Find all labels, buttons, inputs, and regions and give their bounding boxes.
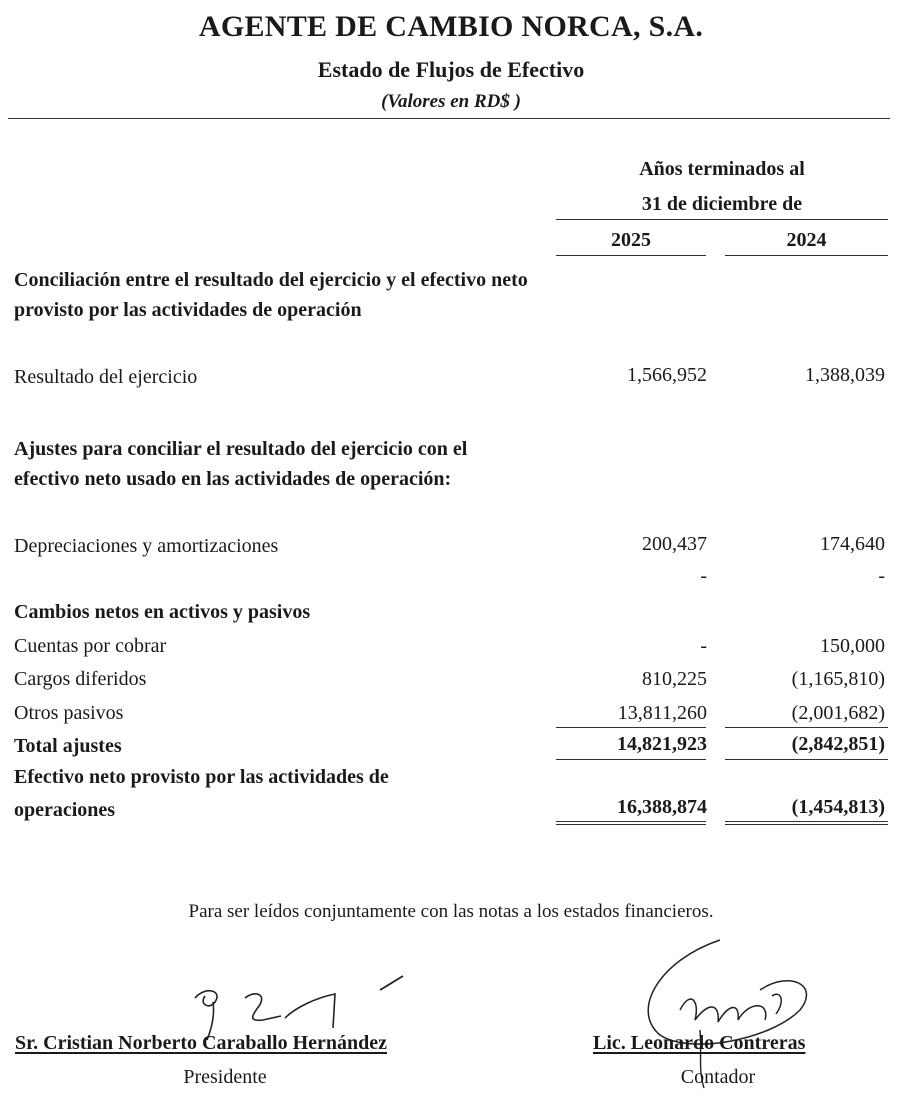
section-conciliacion: Conciliación entre el resultado del ejercicio y el efectivo neto provisto por las actividades de operación — [14, 269, 528, 321]
row-depreciaciones-label: Depreciaciones y amortizaciones — [14, 535, 279, 557]
year-2025-header: 2025 — [611, 229, 651, 251]
row-otros-label: Otros pasivos — [14, 702, 124, 724]
row-resultado-label: Resultado del ejercicio — [14, 366, 198, 388]
subtotal-rule-2024 — [725, 727, 888, 728]
president-role: Presidente — [183, 1066, 267, 1088]
row-cargos-2024: (1,165,810) — [791, 668, 885, 690]
row-efectivo-2024: (1,454,813) — [791, 796, 885, 818]
company-name: AGENTE DE CAMBIO NORCA, S.A. — [198, 10, 704, 43]
accountant-name: Lic. Leonardo Contreras — [593, 1032, 806, 1054]
row-cuentas-2025: - — [700, 635, 707, 657]
grand-total-double-rule-2025 — [556, 821, 706, 825]
year-2024-rule — [725, 255, 888, 256]
row-otros-2024: (2,001,682) — [791, 702, 885, 724]
currency-units: (Valores en RD$ ) — [381, 91, 521, 112]
total-rule-2024 — [725, 759, 888, 760]
row-blank-2025: - — [700, 565, 707, 587]
row-efectivo-label-line2: operaciones — [14, 799, 116, 821]
row-total-ajustes-2025: 14,821,923 — [617, 733, 707, 755]
row-cuentas-2024: 150,000 — [820, 635, 885, 657]
president-name: Sr. Cristian Norberto Caraballo Hernández — [15, 1032, 388, 1054]
row-cargos-label: Cargos diferidos — [14, 668, 147, 690]
row-depreciaciones-2025: 200,437 — [642, 533, 707, 555]
period-header-line2: 31 de diciembre de — [641, 193, 803, 215]
row-blank-2024: - — [878, 565, 885, 587]
row-cuentas-label: Cuentas por cobrar — [14, 635, 167, 657]
period-header-rule — [556, 219, 888, 220]
section-cambios: Cambios netos en activos y pasivos — [14, 601, 311, 623]
statement-title: Estado de Flujos de Efectivo — [317, 57, 585, 82]
row-efectivo-2025: 16,388,874 — [617, 796, 707, 818]
year-2025-rule — [556, 255, 706, 256]
row-total-ajustes-label: Total ajustes — [14, 735, 122, 757]
subtotal-rule-2025 — [556, 727, 706, 728]
header-rule — [8, 118, 890, 119]
section-ajustes: Ajustes para conciliar el resultado del ejercicio con el efectivo neto usado en las actividades de operación: — [14, 438, 468, 490]
row-depreciaciones-2024: 174,640 — [820, 533, 885, 555]
total-rule-2025 — [556, 759, 706, 760]
accountant-role: Contador — [680, 1066, 756, 1088]
row-otros-2025: 13,811,260 — [617, 702, 707, 724]
row-resultado-2025: 1,566,952 — [627, 364, 707, 386]
grand-total-double-rule-2024 — [725, 821, 888, 825]
footer-note: Para ser leídos conjuntamente con las notas a los estados financieros. — [188, 901, 714, 922]
row-resultado-2024: 1,388,039 — [805, 364, 885, 386]
row-cargos-2025: 810,225 — [642, 668, 707, 690]
year-2024-header: 2024 — [786, 229, 827, 251]
period-header-line1: Años terminados al — [639, 158, 805, 180]
row-total-ajustes-2024: (2,842,851) — [791, 733, 885, 755]
row-efectivo-label-line1: Efectivo neto provisto por las actividades de — [14, 766, 389, 788]
